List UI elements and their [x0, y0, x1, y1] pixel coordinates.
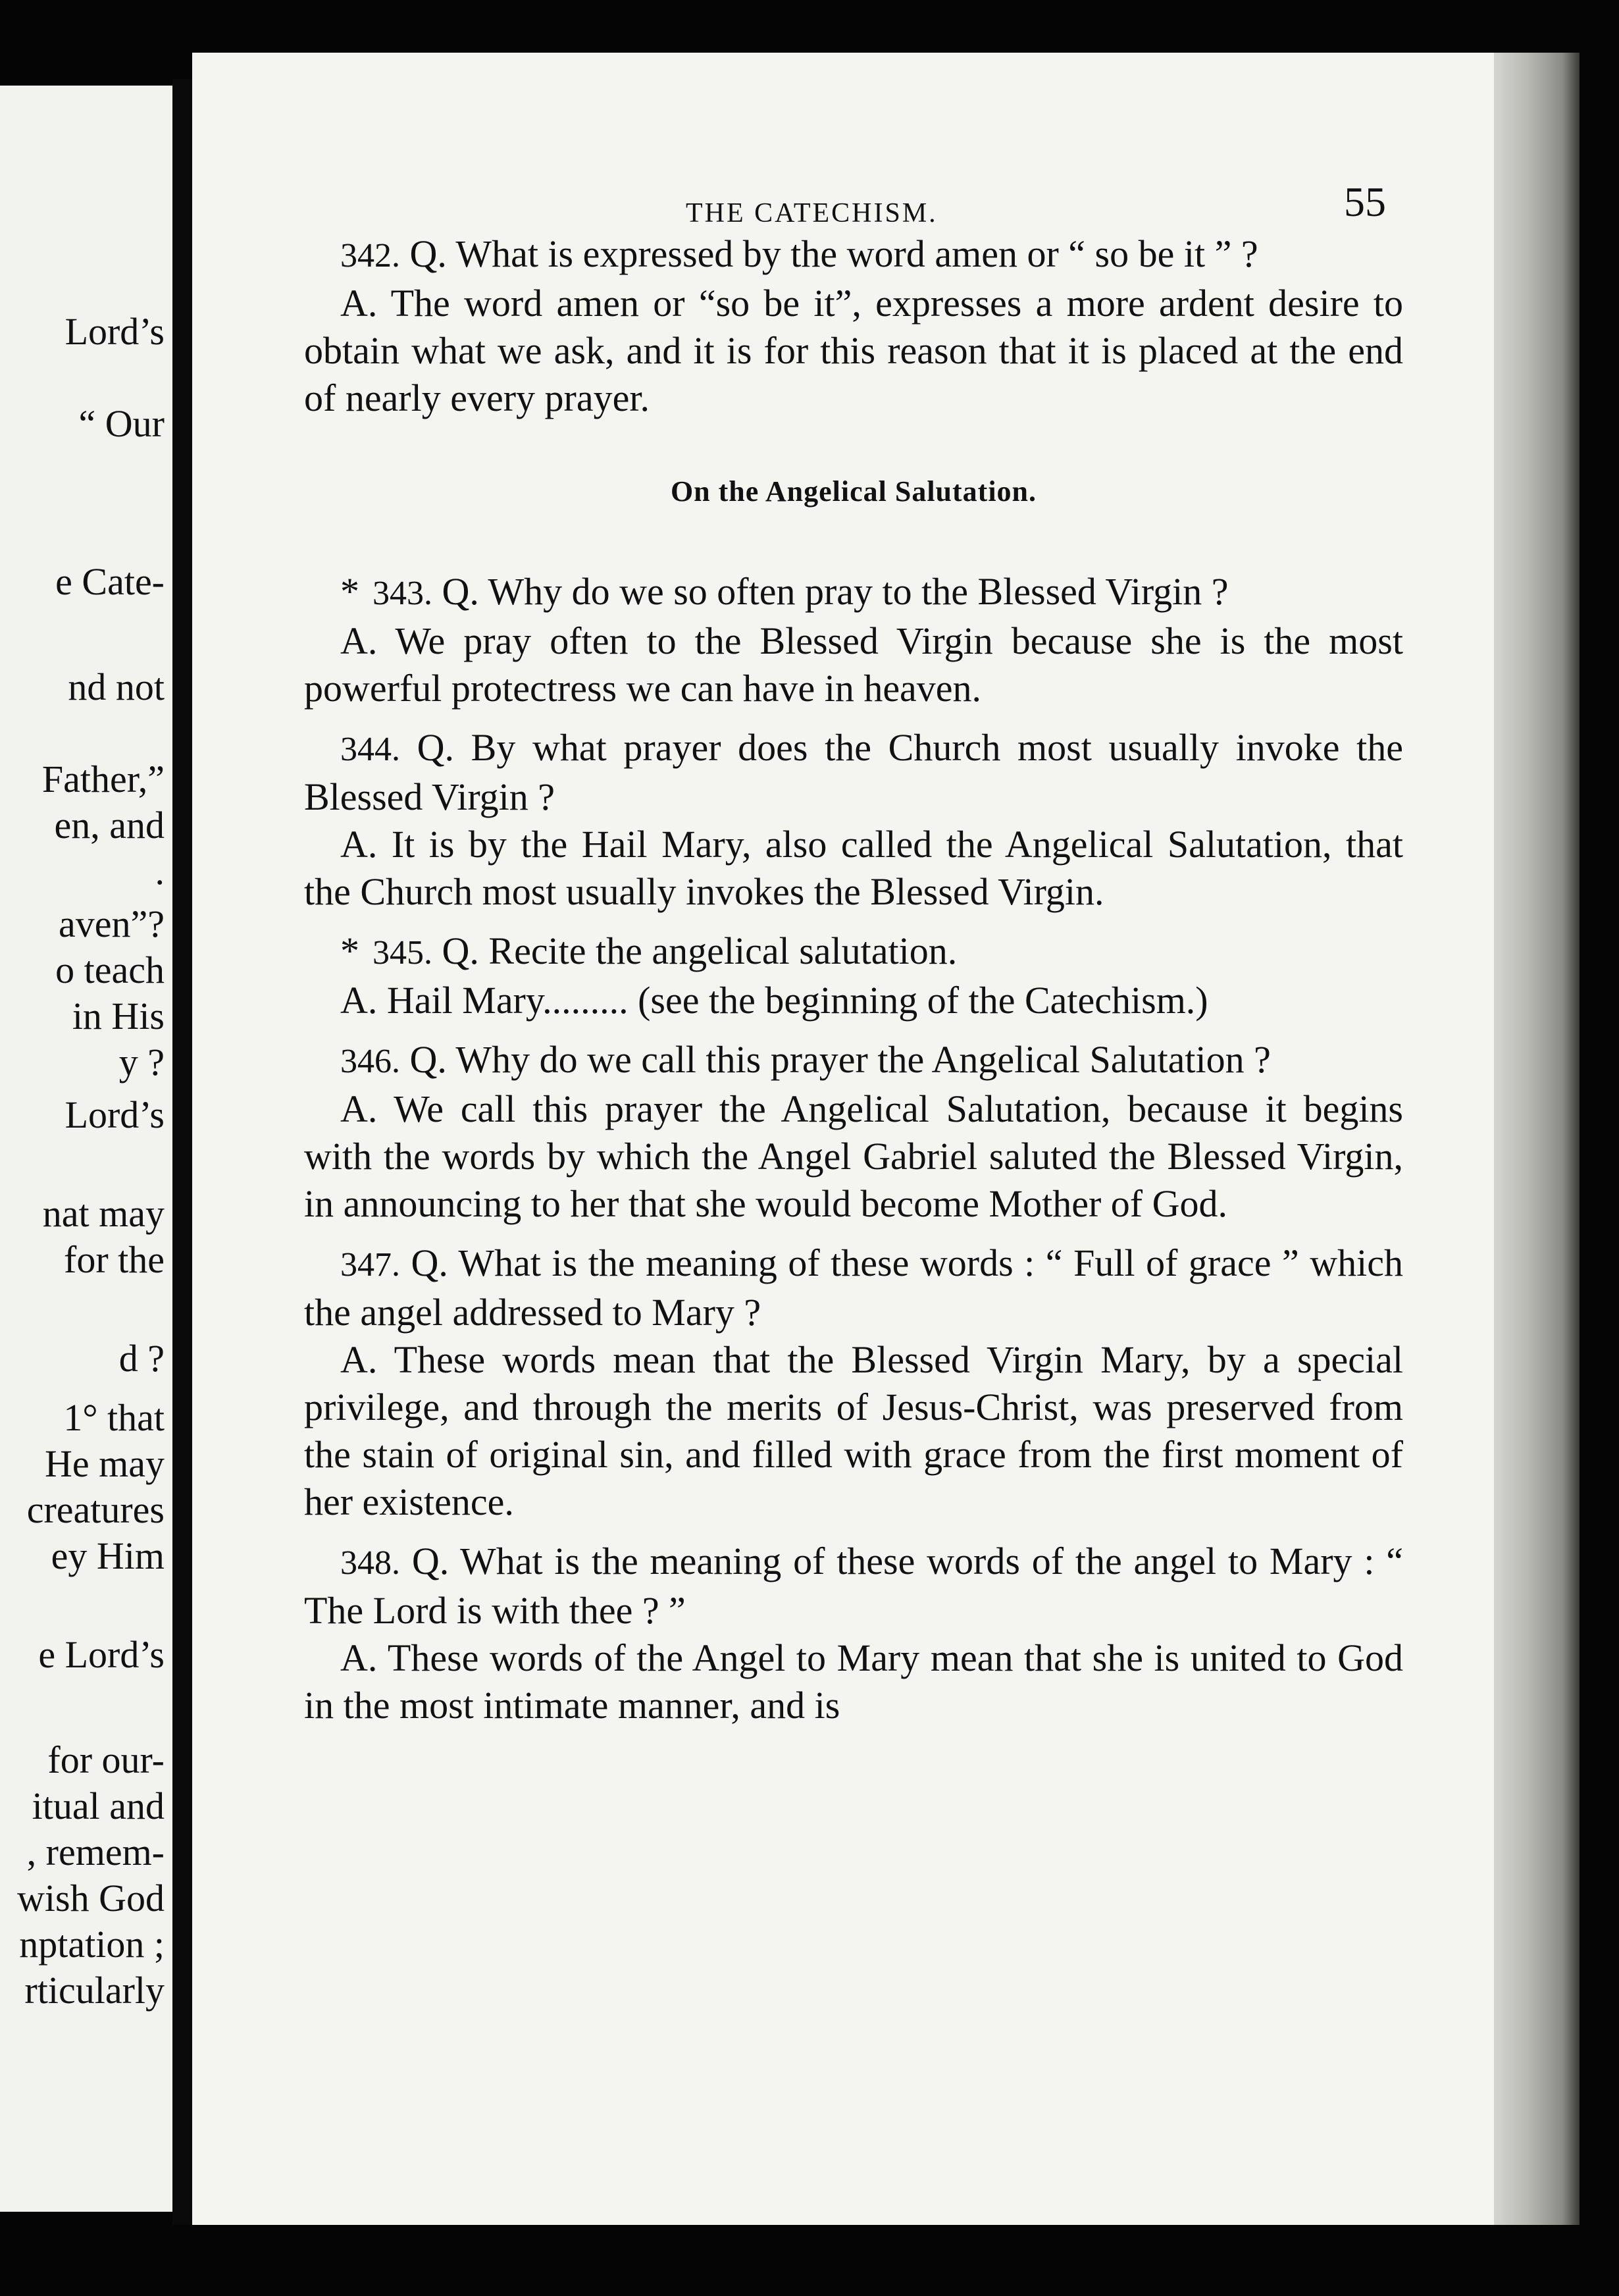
page-number: 55	[1344, 178, 1386, 225]
left-fragment: en, and	[54, 804, 165, 847]
page-edge	[1494, 53, 1580, 2225]
question-text: Q. What is the meaning of these words : “ Full of grace ” which the angel addressed to Mary ?	[304, 1241, 1403, 1334]
left-fragment: itual and	[32, 1785, 165, 1827]
question	[304, 1239, 1403, 1336]
left-fragment: 1° that	[63, 1396, 165, 1439]
left-fragment: nptation ;	[19, 1923, 165, 1966]
left-fragment: for our-	[47, 1738, 165, 1781]
book-spine	[172, 79, 192, 2225]
question-number: 344.	[340, 731, 400, 768]
left-fragment: nat may	[42, 1192, 165, 1235]
star-marker: *	[340, 929, 359, 972]
question-number: 343.	[373, 575, 432, 612]
section-heading: On the Angelical Salutation.	[670, 475, 1037, 508]
question-number: 347.	[340, 1246, 400, 1284]
left-fragment: y ?	[118, 1041, 165, 1083]
left-fragment: He may	[45, 1442, 165, 1485]
question-number: 342.	[340, 237, 400, 274]
qa-entry	[304, 1239, 1403, 1526]
question-text: Q. What is expressed by the word amen or “ so be it ” ?	[409, 232, 1258, 275]
page	[192, 53, 1580, 2225]
answer-text: A. Hail Mary......... (see the beginning of the Catechism.)	[340, 979, 1208, 1022]
running-title: THE CATECHISM.	[686, 198, 938, 228]
question-number: 348.	[340, 1544, 400, 1582]
question	[304, 568, 1403, 617]
left-fragment: d ?	[118, 1337, 165, 1380]
left-fragment: aven”?	[59, 902, 165, 945]
answer-text: A. These words mean that the Blessed Virgin Mary, by a special privilege, and through the merits of Jesus-Christ, was preserved from the stain of original sin, and filled with grace from the first moment of her existence.	[304, 1338, 1403, 1523]
left-fragment: for the	[64, 1238, 165, 1281]
qa-entry	[304, 230, 1403, 422]
left-fragment: e Cate-	[55, 560, 165, 603]
left-fragment: Lord’s	[64, 1093, 165, 1136]
question-text: Q. Why do we call this prayer the Angelical Salutation ?	[409, 1038, 1271, 1081]
left-fragment: Lord’s	[64, 310, 165, 353]
answer-text: A. These words of the Angel to Mary mean that she is united to God in the most intimate manner, and is	[304, 1636, 1403, 1727]
question	[304, 230, 1403, 280]
answer-text: A. We call this prayer the Angelical Salutation, because it begins with the words by which the Angel Gabriel saluted the Blessed Virgin, in announcing to her that she would become Mother of God.	[304, 1087, 1403, 1225]
qa-entry	[304, 724, 1403, 916]
left-fragment: in His	[72, 995, 165, 1037]
question	[304, 724, 1403, 821]
answer-text: A. We pray often to the Blessed Virgin because she is the most powerful protectress we can have in heaven.	[304, 619, 1403, 710]
question	[304, 1538, 1403, 1634]
question-text: Q. By what prayer does the Church most usually invoke the Blessed Virgin ?	[304, 726, 1404, 818]
previous-page-fragment	[0, 86, 172, 2212]
qa-entry	[304, 1036, 1403, 1228]
question	[304, 1036, 1403, 1085]
answer-text: A. The word amen or “so be it”, expresses a more ardent desire to obtain what we ask, and it is for this reason that it is placed at the end of nearly every prayer.	[304, 282, 1403, 419]
qa-entry	[304, 568, 1403, 712]
left-fragment: rticularly	[24, 1969, 165, 2012]
star-marker: *	[340, 570, 359, 613]
left-fragment: .	[155, 850, 165, 893]
answer-text: A. It is by the Hail Mary, also called the Angelical Salutation, that the Church most usually invokes the Blessed Virgin.	[304, 823, 1403, 913]
left-fragment: , remem-	[26, 1831, 165, 1873]
left-fragment: creatures	[26, 1488, 165, 1531]
left-fragment: “ Our	[78, 402, 165, 445]
qa-entry	[304, 1538, 1403, 1729]
question-number: 345.	[373, 934, 432, 972]
left-fragment: nd not	[68, 665, 165, 708]
question-text: Q. Recite the angelical salutation.	[442, 929, 958, 972]
page-header	[192, 151, 1429, 228]
qa-entry	[304, 927, 1403, 1024]
question-text: Q. Why do we so often pray to the Blessed Virgin ?	[442, 570, 1229, 613]
question-text: Q. What is the meaning of these words of the angel to Mary : “ The Lord is with thee ? ”	[304, 1540, 1404, 1632]
left-fragment: ey Him	[51, 1534, 165, 1577]
left-fragment: o teach	[55, 949, 165, 991]
question-number: 346.	[340, 1043, 400, 1080]
left-fragment: Father,”	[41, 758, 165, 800]
left-fragment: wish God	[17, 1877, 165, 1919]
question	[304, 927, 1403, 977]
left-fragment: e Lord’s	[38, 1633, 165, 1676]
catechism-text	[304, 230, 1403, 1729]
